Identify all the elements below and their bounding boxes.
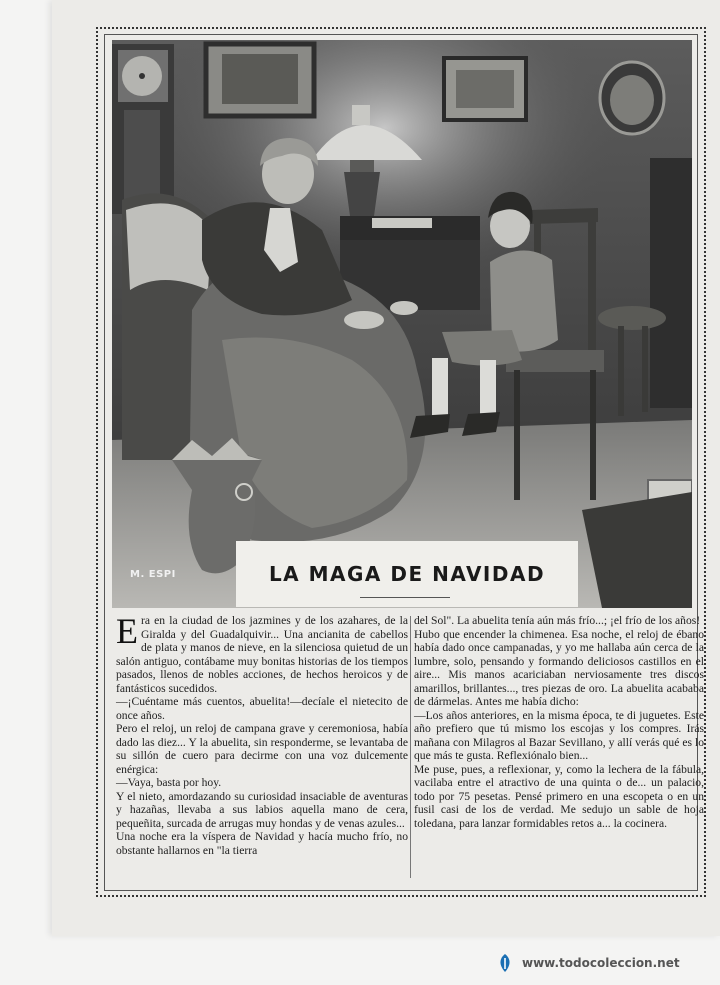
paragraph-3: Pero el reloj, un reloj de campana grave y ceremoniosa, había dado las diez... Y la abuelita, sin responderme, se levantaba de su sillón de cuero para decirme con una voz dulcemente enérgica: bbox=[116, 722, 408, 776]
paragraph-9: —Los años anteriores, en la misma época, te di juguetes. Este año prefiero que tú mismo los escojas y los compres. Irás mañana con Milagros al Bazar Sevillano, y allí verás qué es lo que más te gusta. Reflexiónalo bien... bbox=[414, 708, 704, 762]
article-column-left bbox=[116, 611, 408, 857]
site-watermark bbox=[494, 952, 680, 974]
paragraph-1 bbox=[116, 611, 408, 695]
illustrator-signature: M. ESPI bbox=[130, 569, 176, 580]
article-title: LA MAGA DE NAVIDAD bbox=[268, 562, 546, 586]
drop-cap: E bbox=[116, 611, 138, 651]
paragraph-4: —Vaya, basta por hoy. bbox=[116, 776, 222, 789]
article-column-right bbox=[414, 614, 704, 830]
paragraph-10: Me puse, pues, a reflexionar, y, como la lechera de la fábula, vacilaba entre el atractivo de una quinta o de... un palacio, todo por 75 pesetas. Pensé primero en una escopeta o en un fusil casi de los de verdad. Me sedujo un sable de hoja toledana, para lanzar formidables retos a... la cocinera. bbox=[414, 762, 704, 830]
paragraph-6: Una noche era la víspera de Navidad y hacía mucho frío, no obstante hallarnos en "la tierra bbox=[116, 830, 408, 857]
paragraph-8: Hubo que encender la chimenea. Esa noche, el reloj de ébano había dado once campanadas, y yo me hallaba aún cerca de la lumbre, solo, pensando y formando deliciosos castillos en el aire... Mis manos acariciaban nerviosamente tres discos amarillos, brillantes..., tres piezas de oro. La abuelita acababa de dármelas. Antes me había dicho: bbox=[414, 627, 704, 708]
column-divider bbox=[410, 616, 411, 878]
paragraph-5: Y el nieto, amordazando su curiosidad insaciable de aventuras y hazañas, llevaba a sus labios aquella mano de cera, pequeñita, surcada de arrugas muy hondas y de venas azules... bbox=[116, 789, 408, 830]
watermark-text: www.todocoleccion.net bbox=[522, 956, 680, 970]
article-illustration bbox=[112, 40, 692, 608]
paragraph-1-text: ra en la ciudad de los jazmines y de los azahares, de la Giralda y del Guadalquivir... Una ancianita de cabellos de plata y manos de nieve, en la silenciosa quietud de un salón antiguo, contábame muy bonitas historias de los tiempos pasados, llenos de nobles acciones, de hechos heroicos y de fantásticos sucedidos. bbox=[116, 614, 408, 695]
title-underline bbox=[360, 597, 450, 598]
todocoleccion-logo-icon bbox=[494, 952, 516, 974]
paragraph-2: —¡Cuéntame más cuentos, abuelita!—decíale el nietecito de once años. bbox=[116, 695, 408, 722]
paragraph-7: del Sol". La abuelita tenía aún más frío...; ¡el frío de los años! bbox=[414, 614, 701, 627]
